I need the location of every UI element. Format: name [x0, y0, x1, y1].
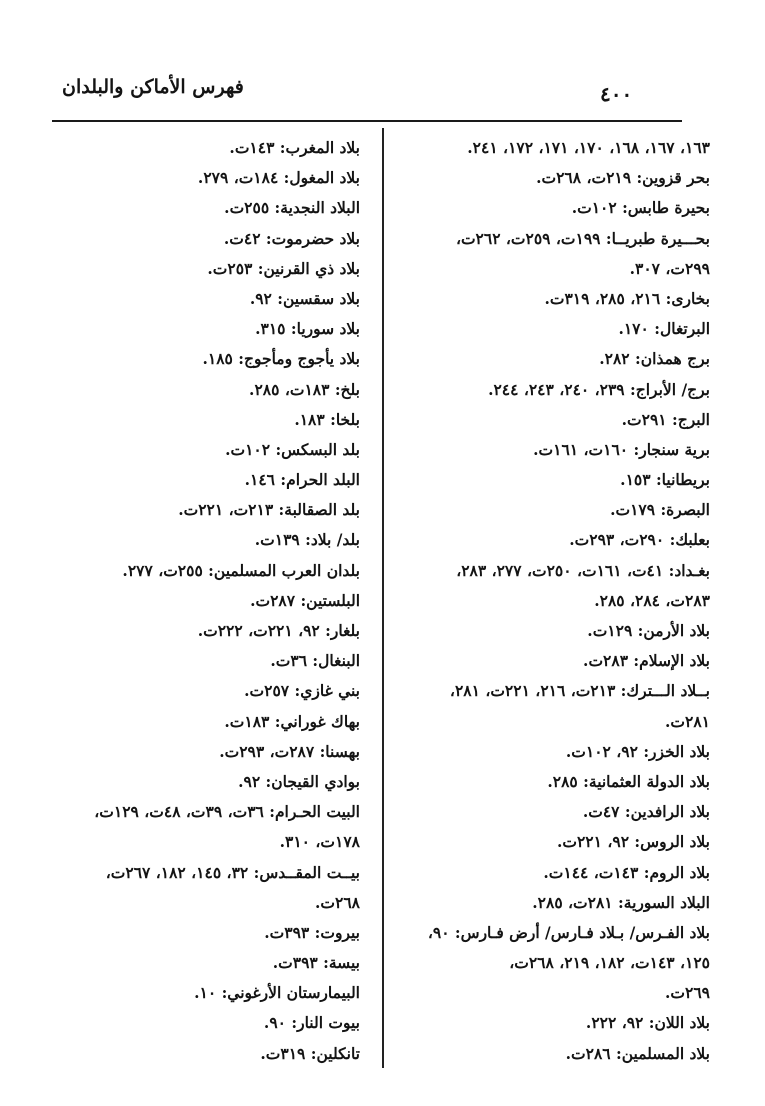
index-entry: بحيرة طابس: ١٠٢ت.	[571, 198, 710, 218]
index-entry: البلاد السورية: ٢٨١ت، ٢٨٥.	[532, 892, 710, 912]
index-entry: بوادي القيجان: ٩٢.	[238, 771, 360, 791]
running-title: فهرس الأماكن والبلدان	[62, 76, 244, 98]
index-entry: بلدان العرب المسلمين: ٢٥٥ت، ٢٧٧.	[122, 560, 360, 580]
left-column	[90, 133, 360, 1069]
index-entry: برية سنجار: ١٦٠ت، ١٦١ت.	[533, 439, 710, 459]
index-entry: البنغال: ٣٦ت.	[270, 651, 360, 671]
index-entry: بلاد الخزر: ٩٢، ١٠٢ت.	[565, 741, 710, 761]
index-entry: برج همذان: ٢٨٢.	[599, 349, 710, 369]
index-entry: بلاد الدولة العثمانية: ٢٨٥.	[547, 771, 710, 791]
index-entry: بلاد الروم: ١٤٣ت، ١٤٤ت.	[543, 862, 710, 882]
index-entry: البلد الحرام: ١٤٦.	[244, 470, 360, 490]
index-entry: بلاد المغرب: ١٤٣ت.	[229, 138, 360, 157]
index-entry: بريطانيا: ١٥٣.	[620, 470, 710, 490]
index-entry: ١٧٨ت، ٣١٠.	[279, 832, 360, 852]
index-entry: بهاك غوراني: ١٨٣ت.	[224, 711, 360, 731]
index-entry: ٢٩٩ت، ٣٠٧.	[629, 258, 710, 278]
index-entry: بلغار: ٩٢، ٢٢١ت، ٢٢٢ت.	[197, 621, 360, 640]
index-entry: ٢٦٩ت.	[665, 983, 710, 1003]
index-entry: بعلبك: ٢٩٠ت، ٢٩٣ت.	[569, 530, 710, 550]
index-entry: بني غازي: ٢٥٧ت.	[244, 681, 360, 701]
index-entry: بلاد ذي القرنين: ٢٥٣ت.	[207, 258, 360, 278]
index-entry: بيــت المقــدس: ٣٢، ١٤٥، ١٨٢، ٢٦٧ت،	[105, 862, 360, 882]
index-entry: بلاد الإسلام: ٢٨٣ت.	[583, 651, 710, 671]
index-entry: بلاد الفـرس/ بـلاد فـارس/ أرض فـارس: ٩٠،	[427, 922, 710, 942]
index-entry: ١٦٣، ١٦٧، ١٦٨، ١٧٠، ١٧١، ١٧٢، ٢٤١.	[467, 138, 710, 157]
index-entry: البيت الحـرام: ٣٦ت، ٣٩ت، ٤٨ت، ١٢٩ت،	[94, 802, 360, 822]
index-entry: بحـــيرة طبريــا: ١٩٩ت، ٢٥٩ت، ٢٦٢ت،	[455, 228, 710, 248]
index-entry: ٢٨٣ت، ٢٨٤، ٢٨٥.	[594, 590, 710, 610]
index-entry: بخارى: ٢١٦، ٢٨٥، ٣١٩ت.	[544, 288, 710, 308]
index-entry: ٢٦٨ت.	[315, 892, 360, 912]
index-entry: بلد البسكس: ١٠٢ت.	[225, 439, 360, 459]
index-entry: بلاد الروس: ٩٢، ٢٢١ت.	[556, 832, 710, 852]
index-entry: بيروت: ٣٩٣ت.	[264, 922, 360, 942]
index-entry: بلخ: ١٨٣ت، ٢٨٥.	[249, 379, 360, 399]
index-entry: بلاد اللان: ٩٢، ٢٢٢.	[585, 1013, 710, 1033]
index-entry: البلاد النجدية: ٢٥٥ت.	[224, 198, 360, 218]
index-entry: بيوت النار: ٩٠.	[263, 1013, 360, 1033]
index-entry: البيمارستان الأرغوني: ١٠.	[194, 983, 360, 1003]
index-entry: بلاد المغول: ١٨٤ت، ٢٧٩.	[197, 168, 360, 188]
index-entry: بلد/ بلاد: ١٣٩ت.	[254, 530, 360, 550]
index-entry: البصرة: ١٧٩ت.	[610, 500, 710, 520]
index-entry: بغـداد: ٤١ت، ١٦١ت، ٢٥٠ت، ٢٧٧، ٢٨٣،	[456, 560, 710, 580]
index-entry: بلاد الرافدين: ٤٧ت.	[582, 802, 710, 822]
page-number: ٤٠٠	[592, 82, 640, 106]
index-entry: بلاد المسلمين: ٢٨٦ت.	[565, 1043, 710, 1063]
index-entry: البلستين: ٢٨٧ت.	[250, 590, 360, 610]
index-entry: بلاد سوريا: ٣١٥.	[255, 319, 360, 339]
index-entry: بلاد حضرموت: ٤٢ت.	[223, 228, 360, 248]
index-entry: بلاد الأرمن: ١٢٩ت.	[587, 621, 710, 640]
index-entry: تانكلين: ٣١٩ت.	[260, 1043, 360, 1063]
index-entry: ١٢٥، ١٤٣ت، ١٨٢، ٢١٩، ٢٦٨ت،	[509, 953, 710, 973]
index-entry: بهسنا: ٢٨٧ت، ٢٩٣ت.	[219, 741, 360, 761]
index-entry: بلاد يأجوج ومأجوج: ١٨٥.	[202, 349, 360, 369]
index-entry: بلد الصقالبة: ٢١٣ت، ٢٢١ت.	[178, 500, 360, 520]
right-column	[380, 133, 710, 1069]
page-header	[52, 70, 682, 122]
index-entry: ٢٨١ت.	[665, 711, 710, 731]
index-entry: بلاد سقسين: ٩٢.	[249, 288, 360, 308]
index-entry: البرج: ٢٩١ت.	[621, 409, 710, 429]
index-entry: بيسة: ٣٩٣ت.	[272, 953, 360, 973]
index-entry: بحر قزوين: ٢١٩ت، ٢٦٨ت.	[536, 168, 710, 188]
index-entry: بــلاد الـــترك: ٢١٣ت، ٢١٦، ٢٢١ت، ٢٨١،	[449, 681, 710, 701]
index-entry: البرتغال: ١٧٠.	[618, 319, 710, 339]
index-entry: برج/ الأبراج: ٢٣٩، ٢٤٠، ٢٤٣، ٢٤٤.	[488, 379, 710, 399]
index-entry: بلخا: ١٨٣.	[294, 409, 360, 429]
